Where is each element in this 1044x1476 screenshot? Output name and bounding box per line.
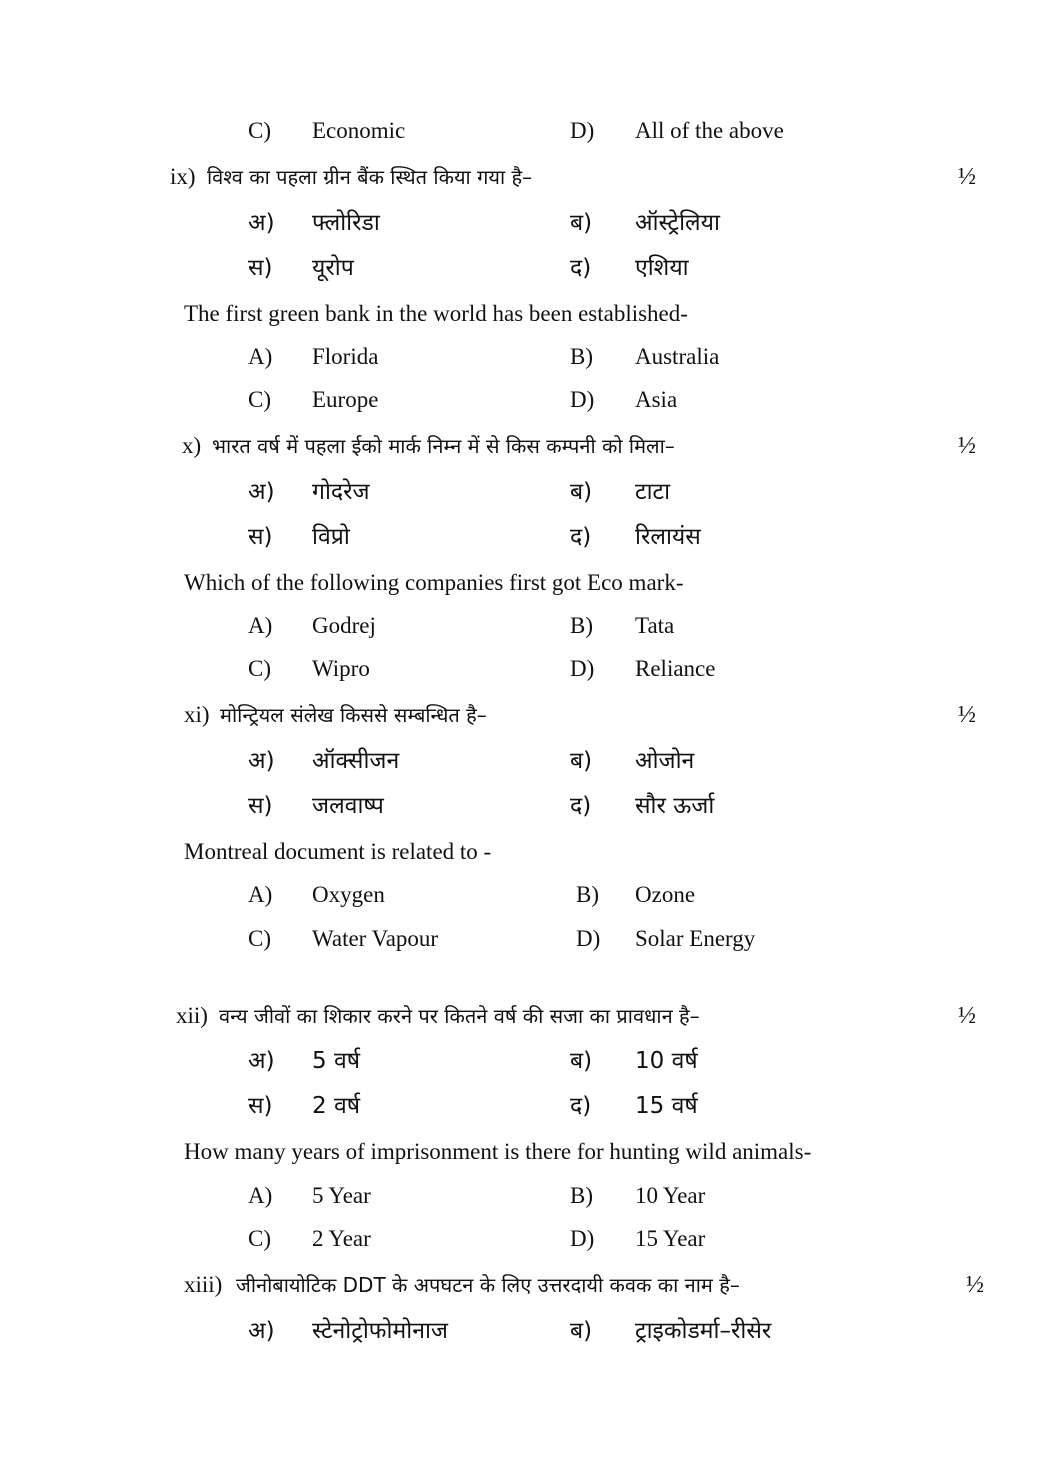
option-letter: द) [570, 1093, 592, 1119]
option-text: Europe [312, 387, 379, 412]
option-letter: D) [570, 118, 595, 143]
option-letter: अ) [248, 1048, 275, 1074]
option-text: 15 Year [635, 1226, 706, 1251]
option-text: सौर ऊर्जा [635, 793, 715, 819]
option-text: फ्लोरिडा [312, 210, 380, 236]
option-letter: D) [570, 387, 595, 412]
option-text: Oxygen [312, 882, 385, 907]
option-text: 2 वर्ष [312, 1093, 361, 1119]
option-text: Water Vapour [312, 926, 439, 951]
option-letter: ब) [570, 748, 593, 774]
hindi-question-text: जीनोबायोटिक DDT के अपघटन के लिए उत्तरदायी कवक का नाम है– [236, 1273, 740, 1297]
option-text: रिलायंस [635, 524, 701, 550]
option-text: 2 Year [312, 1226, 371, 1251]
option-letter: C) [248, 118, 271, 143]
option-text: Godrej [312, 613, 376, 638]
option-text: ऑक्सीजन [312, 748, 400, 774]
option-text: Solar Energy [635, 926, 756, 951]
option-text: गोदरेज [312, 479, 370, 505]
hindi-question-text: वन्य जीवों का शिकार करने पर कितने वर्ष की सजा का प्रावधान है– [219, 1004, 700, 1028]
option-text: 5 Year [312, 1183, 371, 1208]
marks-label: ½ [958, 164, 976, 190]
option-letter: द) [570, 793, 592, 819]
option-letter: ब) [570, 210, 593, 236]
option-text: Australia [635, 344, 720, 369]
option-letter: स) [248, 255, 273, 281]
question-number: xii) [176, 1003, 208, 1028]
option-text: Tata [635, 613, 675, 638]
option-letter: D) [570, 656, 595, 681]
option-text: 10 Year [635, 1183, 706, 1208]
option-letter: C) [248, 1226, 271, 1251]
option-text: Ozone [635, 882, 696, 907]
option-letter: अ) [248, 479, 275, 505]
option-letter: स) [248, 524, 273, 550]
option-letter: द) [570, 255, 592, 281]
option-text: ट्राइकोडर्मा–रीसेर [635, 1318, 772, 1344]
option-text: 5 वर्ष [312, 1048, 361, 1074]
option-text: Florida [312, 344, 379, 369]
option-text: विप्रो [312, 524, 350, 550]
option-letter: D) [570, 1226, 595, 1251]
question-number: x) [182, 433, 202, 458]
option-text: Wipro [312, 656, 370, 681]
option-text: टाटा [635, 479, 671, 505]
marks-label: ½ [966, 1272, 984, 1298]
option-text: Reliance [635, 656, 716, 681]
option-letter: स) [248, 793, 273, 819]
option-letter: D) [576, 926, 601, 951]
option-letter: A) [248, 1183, 273, 1208]
question-number: xi) [184, 702, 210, 727]
question-number: xiii) [184, 1272, 223, 1297]
option-letter: A) [248, 882, 273, 907]
hindi-question-text: भारत वर्ष में पहला ईको मार्क निम्न में से किस कम्पनी को मिला– [212, 434, 675, 458]
option-text: All of the above [635, 118, 784, 143]
option-text: 15 वर्ष [635, 1093, 698, 1119]
marks-label: ½ [958, 702, 976, 728]
option-letter: A) [248, 613, 273, 638]
option-letter: ब) [570, 1318, 593, 1344]
option-letter: अ) [248, 1318, 275, 1344]
option-text: जलवाष्प [312, 793, 384, 819]
option-letter: B) [570, 613, 593, 638]
option-letter: ब) [570, 479, 593, 505]
option-text: ओजोन [635, 748, 695, 774]
option-letter: C) [248, 656, 271, 681]
english-question-text: The first green bank in the world has been established- [184, 301, 688, 326]
english-question-text: Montreal document is related to - [184, 839, 492, 864]
option-text: Asia [635, 387, 678, 412]
option-letter: B) [576, 882, 599, 907]
option-letter: ब) [570, 1048, 593, 1074]
option-text: एशिया [635, 255, 689, 281]
marks-label: ½ [958, 433, 976, 459]
option-letter: A) [248, 344, 273, 369]
option-letter: अ) [248, 210, 275, 236]
option-letter: C) [248, 387, 271, 412]
hindi-question-text: मोन्ट्रियल संलेख किससे सम्बन्धित है– [220, 703, 487, 727]
option-letter: द) [570, 524, 592, 550]
option-letter: B) [570, 344, 593, 369]
option-text: स्टेनोट्रोफोमोनाज [312, 1318, 448, 1344]
option-text: 10 वर्ष [635, 1048, 698, 1074]
option-letter: स) [248, 1093, 273, 1119]
question-number: ix) [170, 164, 196, 189]
hindi-question-text: विश्व का पहला ग्रीन बैंक स्थित किया गया है– [207, 165, 533, 189]
marks-label: ½ [958, 1003, 976, 1029]
english-question-text: How many years of imprisonment is there for hunting wild animals- [184, 1139, 812, 1164]
option-text: ऑस्ट्रेलिया [635, 210, 720, 236]
option-letter: अ) [248, 748, 275, 774]
option-text: Economic [312, 118, 406, 143]
english-question-text: Which of the following companies first got Eco mark- [184, 570, 684, 595]
option-letter: C) [248, 926, 271, 951]
option-letter: B) [570, 1183, 593, 1208]
option-text: यूरोप [312, 255, 354, 281]
